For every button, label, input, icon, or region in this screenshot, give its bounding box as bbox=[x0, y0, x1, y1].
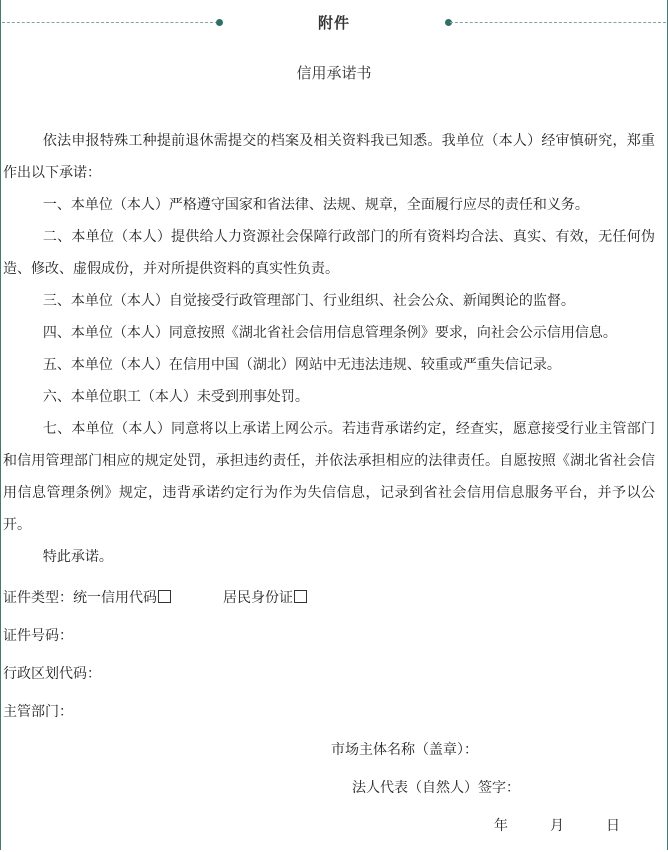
day-label: 日 bbox=[606, 818, 620, 834]
attachment-header bbox=[0, 0, 668, 44]
signing-date bbox=[494, 815, 620, 835]
year-label: 年 bbox=[494, 818, 508, 834]
attachment-title: 附件 bbox=[317, 14, 350, 32]
option-id-card-label: 居民身份证 bbox=[223, 590, 293, 606]
cert-type-row bbox=[3, 587, 307, 607]
authority-label: 主管部门： bbox=[3, 704, 73, 720]
commitment-item-3: 三、本单位（本人）自觉接受行政管理部门、行业组织、社会公众、新闻舆论的监督。 bbox=[42, 293, 575, 309]
intro-paragraph: 依法申报特殊工种提前退休需提交的档案及相关资料我已知悉。我单位（本人）经审慎研究，郑重作出以下承诺： bbox=[3, 133, 655, 181]
id-card-checkbox[interactable] bbox=[294, 590, 307, 603]
commitment-item-6: 六、本单位职工（本人）未受到刑事处罚。 bbox=[42, 389, 309, 405]
option-unified-code-label: 统一信用代码 bbox=[73, 590, 157, 606]
cert-type-label: 证件类型： bbox=[3, 590, 73, 606]
commitment-body bbox=[3, 125, 655, 573]
unified-code-checkbox[interactable] bbox=[158, 590, 171, 603]
month-label: 月 bbox=[550, 818, 564, 834]
commitment-item-1: 一、本单位（本人）严格遵守国家和省法律、法规、规章，全面履行应尽的责任和义务。 bbox=[42, 197, 589, 213]
region-code-label: 行政区划代码： bbox=[3, 666, 101, 682]
cert-number-label: 证件号码： bbox=[3, 628, 73, 644]
commitment-item-4: 四、本单位（本人）同意按照《湖北省社会信用信息管理条例》要求，向社会公示信用信息。 bbox=[42, 325, 617, 341]
commitment-item-7: 七、本单位（本人）同意将以上承诺上网公示。若违背承诺约定，经查实，愿意接受行业主管部门和信用管理部门相应的规定处罚，承担违约责任，并依法承担相应的法律责任。自愿按照《湖北省社会信用信息管理条例》规定，违背承诺约定行为作为失信信息，记录到省社会信用信息服务平台，并予以公开。 bbox=[3, 421, 655, 533]
legal-rep-signature-label: 法人代表（自然人）签字： bbox=[352, 780, 520, 796]
header-divider-right bbox=[450, 22, 666, 23]
commitment-item-5: 五、本单位（本人）在信用中国（湖北）网站中无违法违规、较重或严重失信记录。 bbox=[42, 357, 561, 373]
document-title: 信用承诺书 bbox=[296, 64, 372, 82]
closing-statement: 特此承诺。 bbox=[42, 549, 113, 565]
entity-name-label: 市场主体名称（盖章）： bbox=[331, 742, 478, 758]
commitment-item-2: 二、本单位（本人）提供给人力资源社会保障行政部门的所有资料均合法、真实、有效，无任何伪造、修改、虚假成份，并对所提供资料的真实性负责。 bbox=[3, 229, 655, 277]
